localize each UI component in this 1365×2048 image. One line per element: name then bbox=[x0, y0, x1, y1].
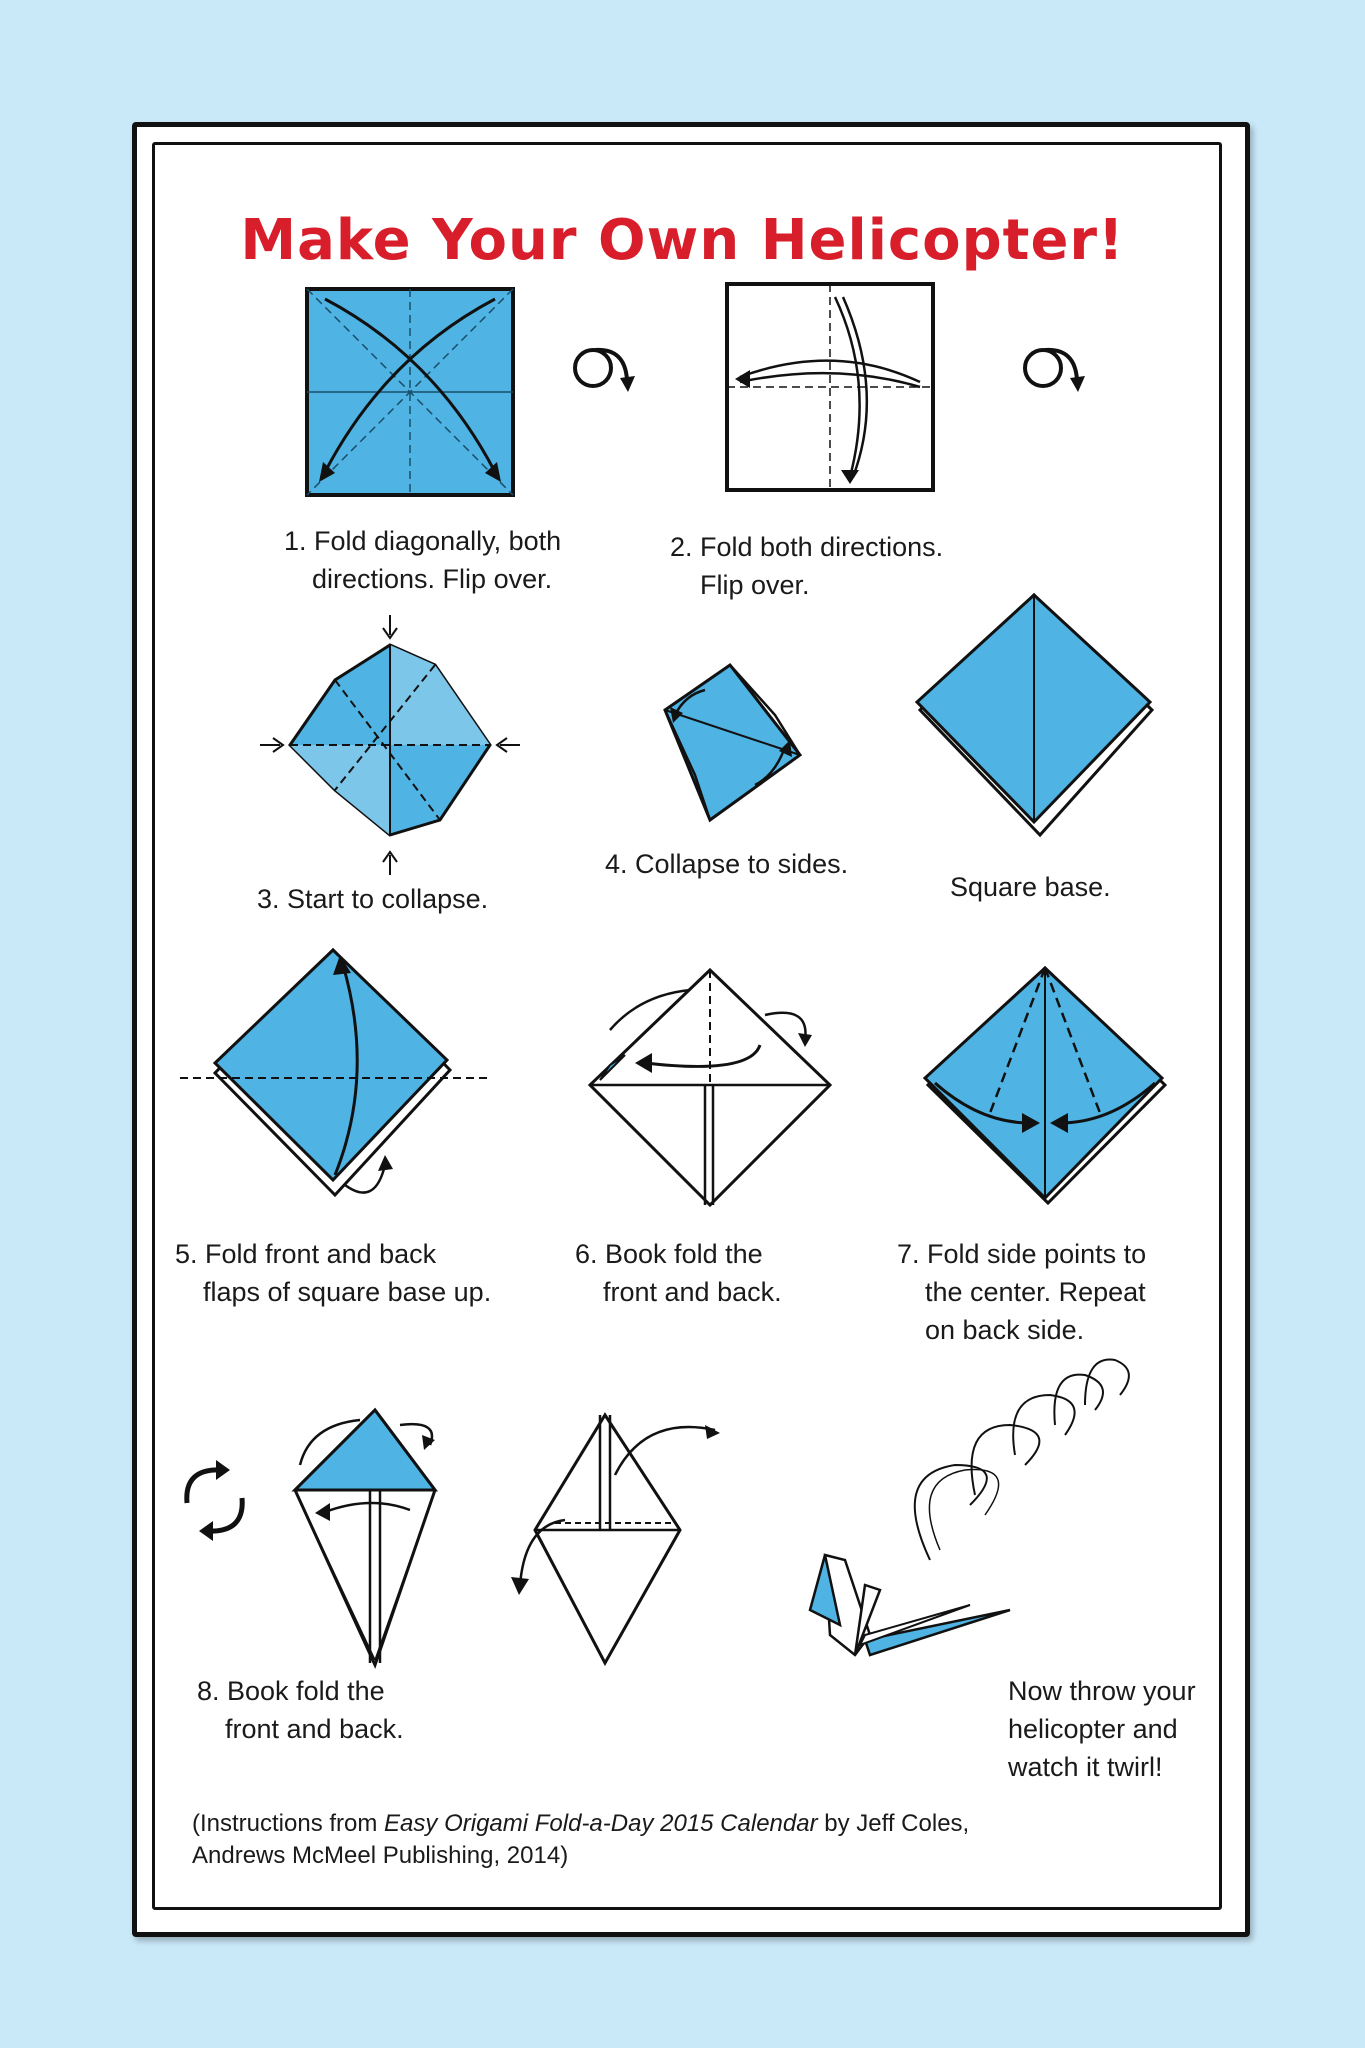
credit-book-title: Easy Origami Fold-a-Day 2015 Calendar bbox=[384, 1810, 818, 1837]
square-base-caption bbox=[950, 868, 1111, 906]
step5-caption bbox=[175, 1235, 491, 1311]
step7-diagram bbox=[920, 963, 1170, 1213]
square-base-diagram bbox=[912, 590, 1157, 850]
helicopter-twirl-diagram bbox=[770, 1355, 1150, 1675]
flip-over-icon-2 bbox=[1015, 340, 1090, 395]
credit-line2: Andrews McMeel Publishing, 2014) bbox=[192, 1842, 569, 1869]
step6-line2: front and back. bbox=[603, 1277, 782, 1307]
step8-diagram bbox=[290, 1405, 460, 1670]
step2-line2: Flip over. bbox=[700, 570, 810, 600]
step6-diagram bbox=[580, 965, 835, 1215]
credit-suffix: by Jeff Coles, bbox=[817, 1810, 970, 1837]
step1-line1: 1. Fold diagonally, both bbox=[284, 526, 562, 556]
credit-note bbox=[192, 1808, 969, 1872]
step4-line1: 4. Collapse to sides. bbox=[605, 849, 849, 879]
step3-line1: 3. Start to collapse. bbox=[257, 884, 489, 914]
final-line1: Now throw your bbox=[1008, 1676, 1196, 1706]
final-line2: helicopter and bbox=[1008, 1714, 1178, 1744]
step5-line1: 5. Fold front and back bbox=[175, 1239, 437, 1269]
step6-caption bbox=[575, 1235, 782, 1311]
square-base-line1: Square base. bbox=[950, 872, 1111, 902]
step1-caption bbox=[284, 522, 561, 598]
step5-diagram bbox=[175, 945, 495, 1215]
step7-line3: on back side. bbox=[925, 1315, 1085, 1345]
final-caption bbox=[1008, 1672, 1196, 1786]
step7-line1: 7. Fold side points to bbox=[897, 1239, 1147, 1269]
step4-diagram bbox=[655, 655, 805, 825]
flip-over-icon bbox=[565, 340, 640, 395]
step1-diagram bbox=[305, 287, 515, 497]
step8-line1: 8. Book fold the bbox=[197, 1676, 385, 1706]
step8-caption bbox=[197, 1672, 404, 1748]
step4-caption bbox=[605, 845, 848, 883]
final-line3: watch it twirl! bbox=[1008, 1752, 1163, 1782]
step3-diagram bbox=[255, 610, 525, 880]
step2-diagram bbox=[725, 282, 935, 492]
step6-line1: 6. Book fold the bbox=[575, 1239, 763, 1269]
page-title: Make Your Own Helicopter! bbox=[240, 208, 1125, 273]
step8b-diagram bbox=[505, 1405, 730, 1670]
step5-line2: flaps of square base up. bbox=[203, 1277, 492, 1307]
credit-line1 bbox=[192, 1808, 969, 1840]
credit-prefix: (Instructions from bbox=[192, 1810, 385, 1837]
step8-line2: front and back. bbox=[225, 1714, 404, 1744]
step2-caption bbox=[670, 528, 943, 604]
step2-line1: 2. Fold both directions. bbox=[670, 532, 944, 562]
step7-line2: the center. Repeat bbox=[925, 1277, 1146, 1307]
step7-caption bbox=[897, 1235, 1146, 1349]
step3-caption bbox=[257, 880, 488, 918]
step1-line2: directions. Flip over. bbox=[312, 564, 553, 594]
rotate-icon bbox=[172, 1458, 257, 1543]
